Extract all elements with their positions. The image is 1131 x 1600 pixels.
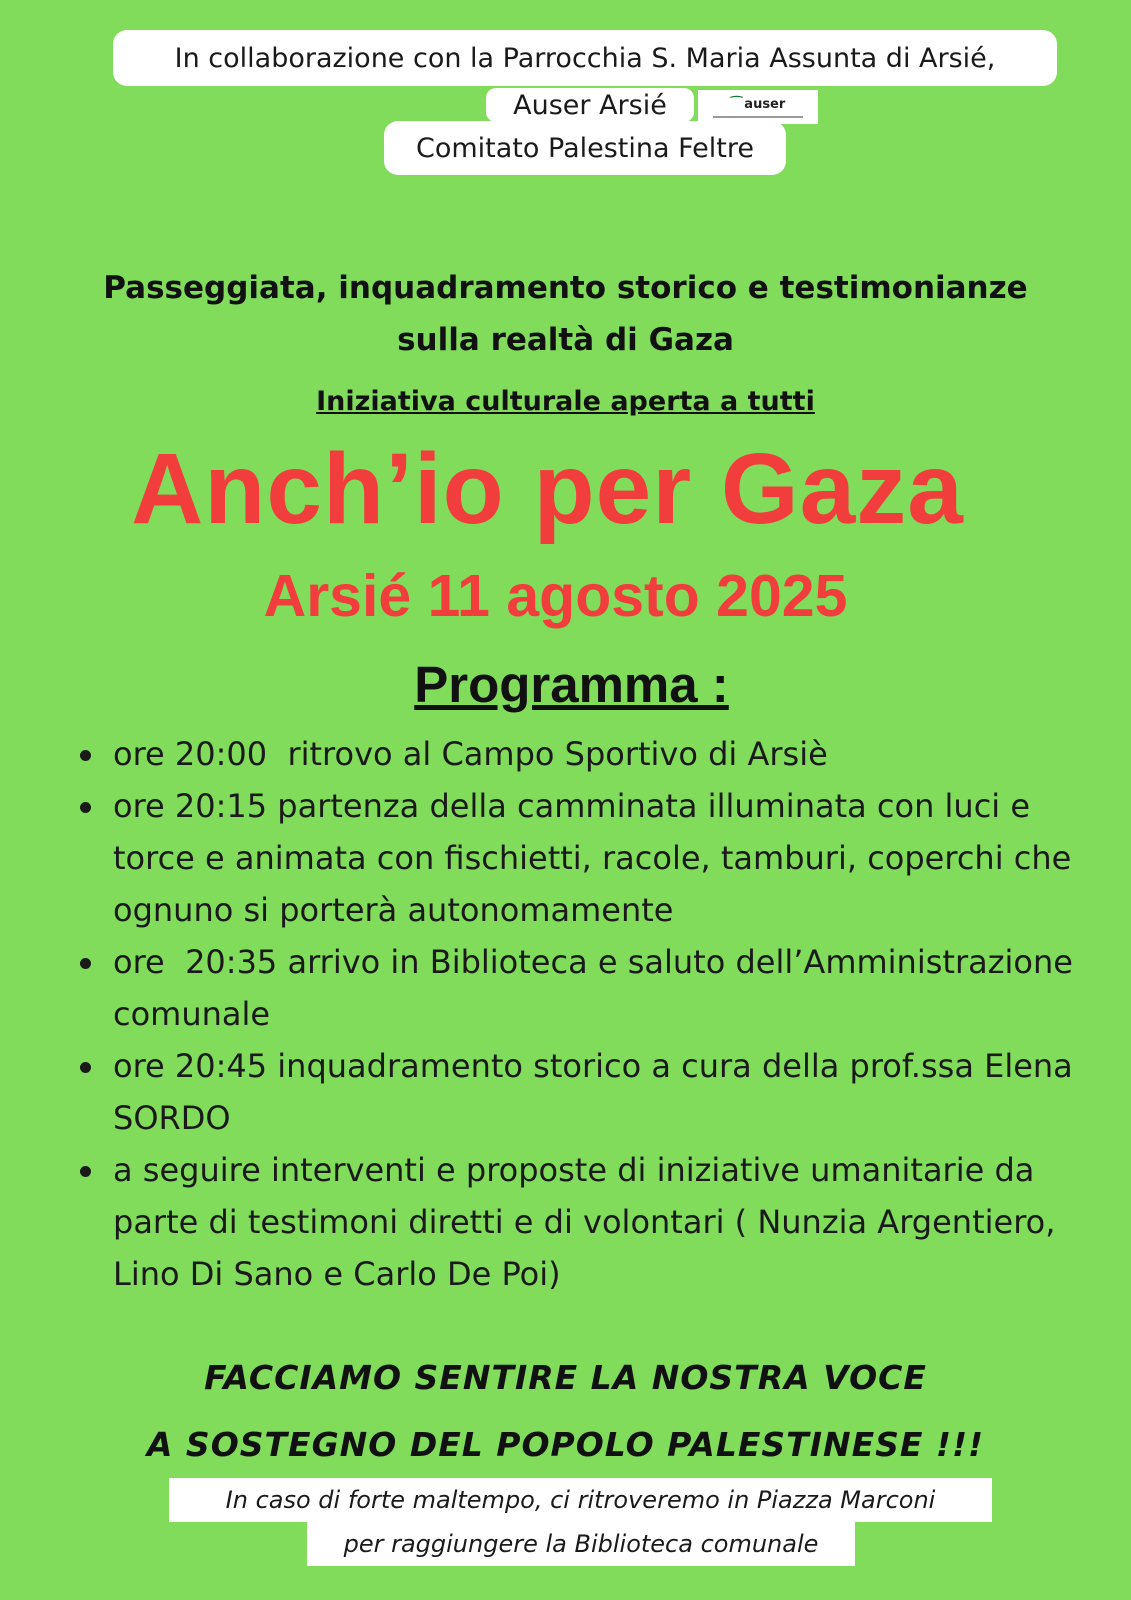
bullet-icon xyxy=(80,802,91,813)
partners-line-1 xyxy=(113,30,1057,86)
program-list xyxy=(76,728,1116,1300)
program-item-text: ore 20:15 partenza della camminata illuminata con luci e torce e animata con fischietti, racole, tamburi, coperchi che ognuno si porterà autonomamente xyxy=(113,787,1082,929)
event-date: Arsié 11 agosto 2025 xyxy=(263,563,848,629)
auser-logo-mark xyxy=(731,97,786,113)
program-item-text: ore 20:45 inquadramento storico a cura della prof.ssa Elena SORDO xyxy=(113,1047,1083,1137)
program-item xyxy=(76,1144,1116,1300)
auser-logo xyxy=(698,90,818,124)
subtitle-line-2: sulla realtà di Gaza xyxy=(397,322,734,358)
program-item xyxy=(76,728,1116,780)
partners-text-2: Auser Arsié xyxy=(513,89,667,121)
program-item-text: ore 20:00 ritrovo al Campo Sportivo di Arsiè xyxy=(113,735,828,773)
event-subtitle xyxy=(0,262,1131,366)
bad-weather-text-2: per raggiungere la Biblioteca comunale xyxy=(343,1530,819,1558)
program-item xyxy=(76,1040,1116,1144)
bad-weather-note-line-1 xyxy=(169,1478,992,1522)
partners-text-1: In collaborazione con la Parrocchia S. Maria Assunta di Arsié, xyxy=(174,42,996,74)
partners-line-2 xyxy=(486,88,694,122)
bullet-icon xyxy=(80,1166,91,1177)
subtitle-line-1: Passeggiata, inquadramento storico e testimonianze xyxy=(103,270,1028,306)
auser-logo-word: auser xyxy=(744,97,786,112)
bullet-icon xyxy=(80,958,91,969)
program-item-text: a seguire interventi e proposte di iniziative umanitarie da parte di testimoni diretti e di volontari ( Nunzia Argentiero, Lino Di Sano e Carlo De Poi) xyxy=(113,1151,1066,1293)
program-item xyxy=(76,780,1116,936)
tagline: Iniziativa culturale aperta a tutti xyxy=(316,386,815,417)
partners-line-3 xyxy=(384,121,786,175)
bad-weather-text-1: In caso di forte maltempo, ci ritroveremo in Piazza Marconi xyxy=(225,1486,936,1514)
bullet-icon xyxy=(80,750,91,761)
auser-logo-underline xyxy=(713,116,803,118)
partners-text-3: Comitato Palestina Feltre xyxy=(416,132,754,164)
bullet-icon xyxy=(80,1062,91,1073)
call-to-action-line-2: A SOSTEGNO DEL POPOLO PALESTINESE !!! xyxy=(146,1425,985,1464)
program-item-text: ore 20:35 arrivo in Biblioteca e saluto dell’Amministrazione comunale xyxy=(113,943,1084,1033)
program-heading: Programma : xyxy=(414,656,729,713)
call-to-action-line-1: FACCIAMO SENTIRE LA NOSTRA VOCE xyxy=(204,1358,927,1397)
program-item xyxy=(76,936,1116,1040)
auser-swirl-icon: ⁀ xyxy=(730,96,743,113)
bad-weather-note-line-2 xyxy=(307,1522,855,1566)
main-title: Anch’io per Gaza xyxy=(131,433,964,545)
